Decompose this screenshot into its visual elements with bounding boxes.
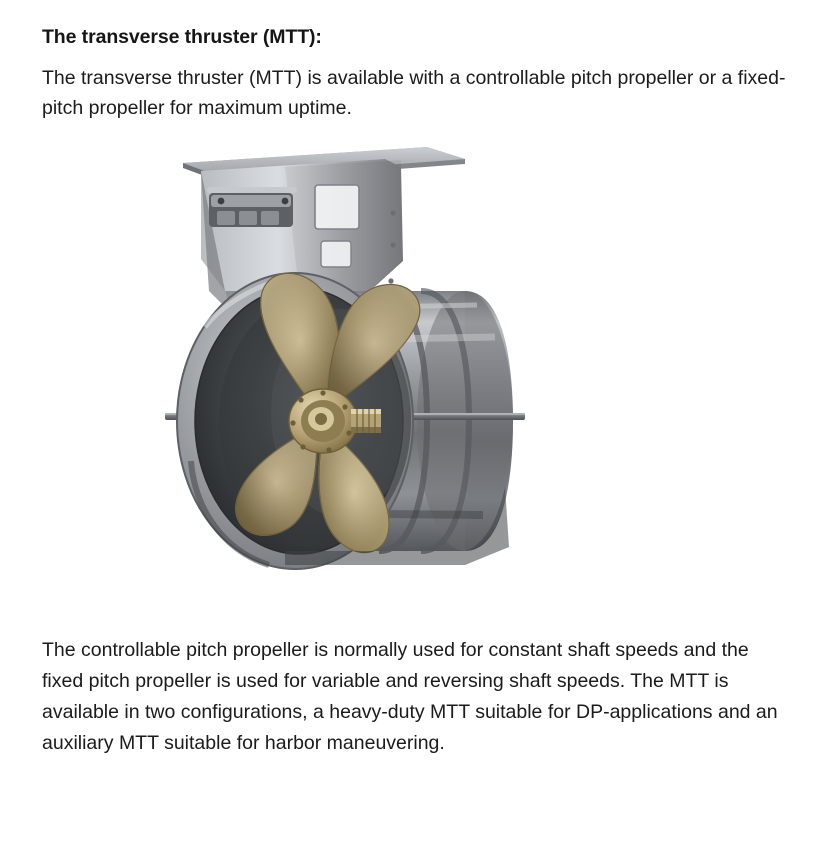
- outro-paragraph: The controllable pitch propeller is normally used for constant shaft speeds and the fixed pitch propeller is used for variable and reversing shaft speeds. The MTT is available in two configurations, a heavy-duty MTT suitable for DP-applications and an auxiliary MTT suitable for harbor maneuvering.: [42, 639, 778, 754]
- page-title: The transverse thruster (MTT):: [42, 26, 322, 48]
- shaft-stub: [351, 409, 381, 433]
- hydraulic-block: [207, 187, 297, 227]
- transverse-thruster-illustration: [42, 141, 788, 631]
- intro-paragraph: The transverse thruster (MTT) is available with a controllable pitch propeller or a fixed-pitch propeller for maximum uptime.: [42, 67, 786, 119]
- thruster-diagram: [165, 141, 665, 611]
